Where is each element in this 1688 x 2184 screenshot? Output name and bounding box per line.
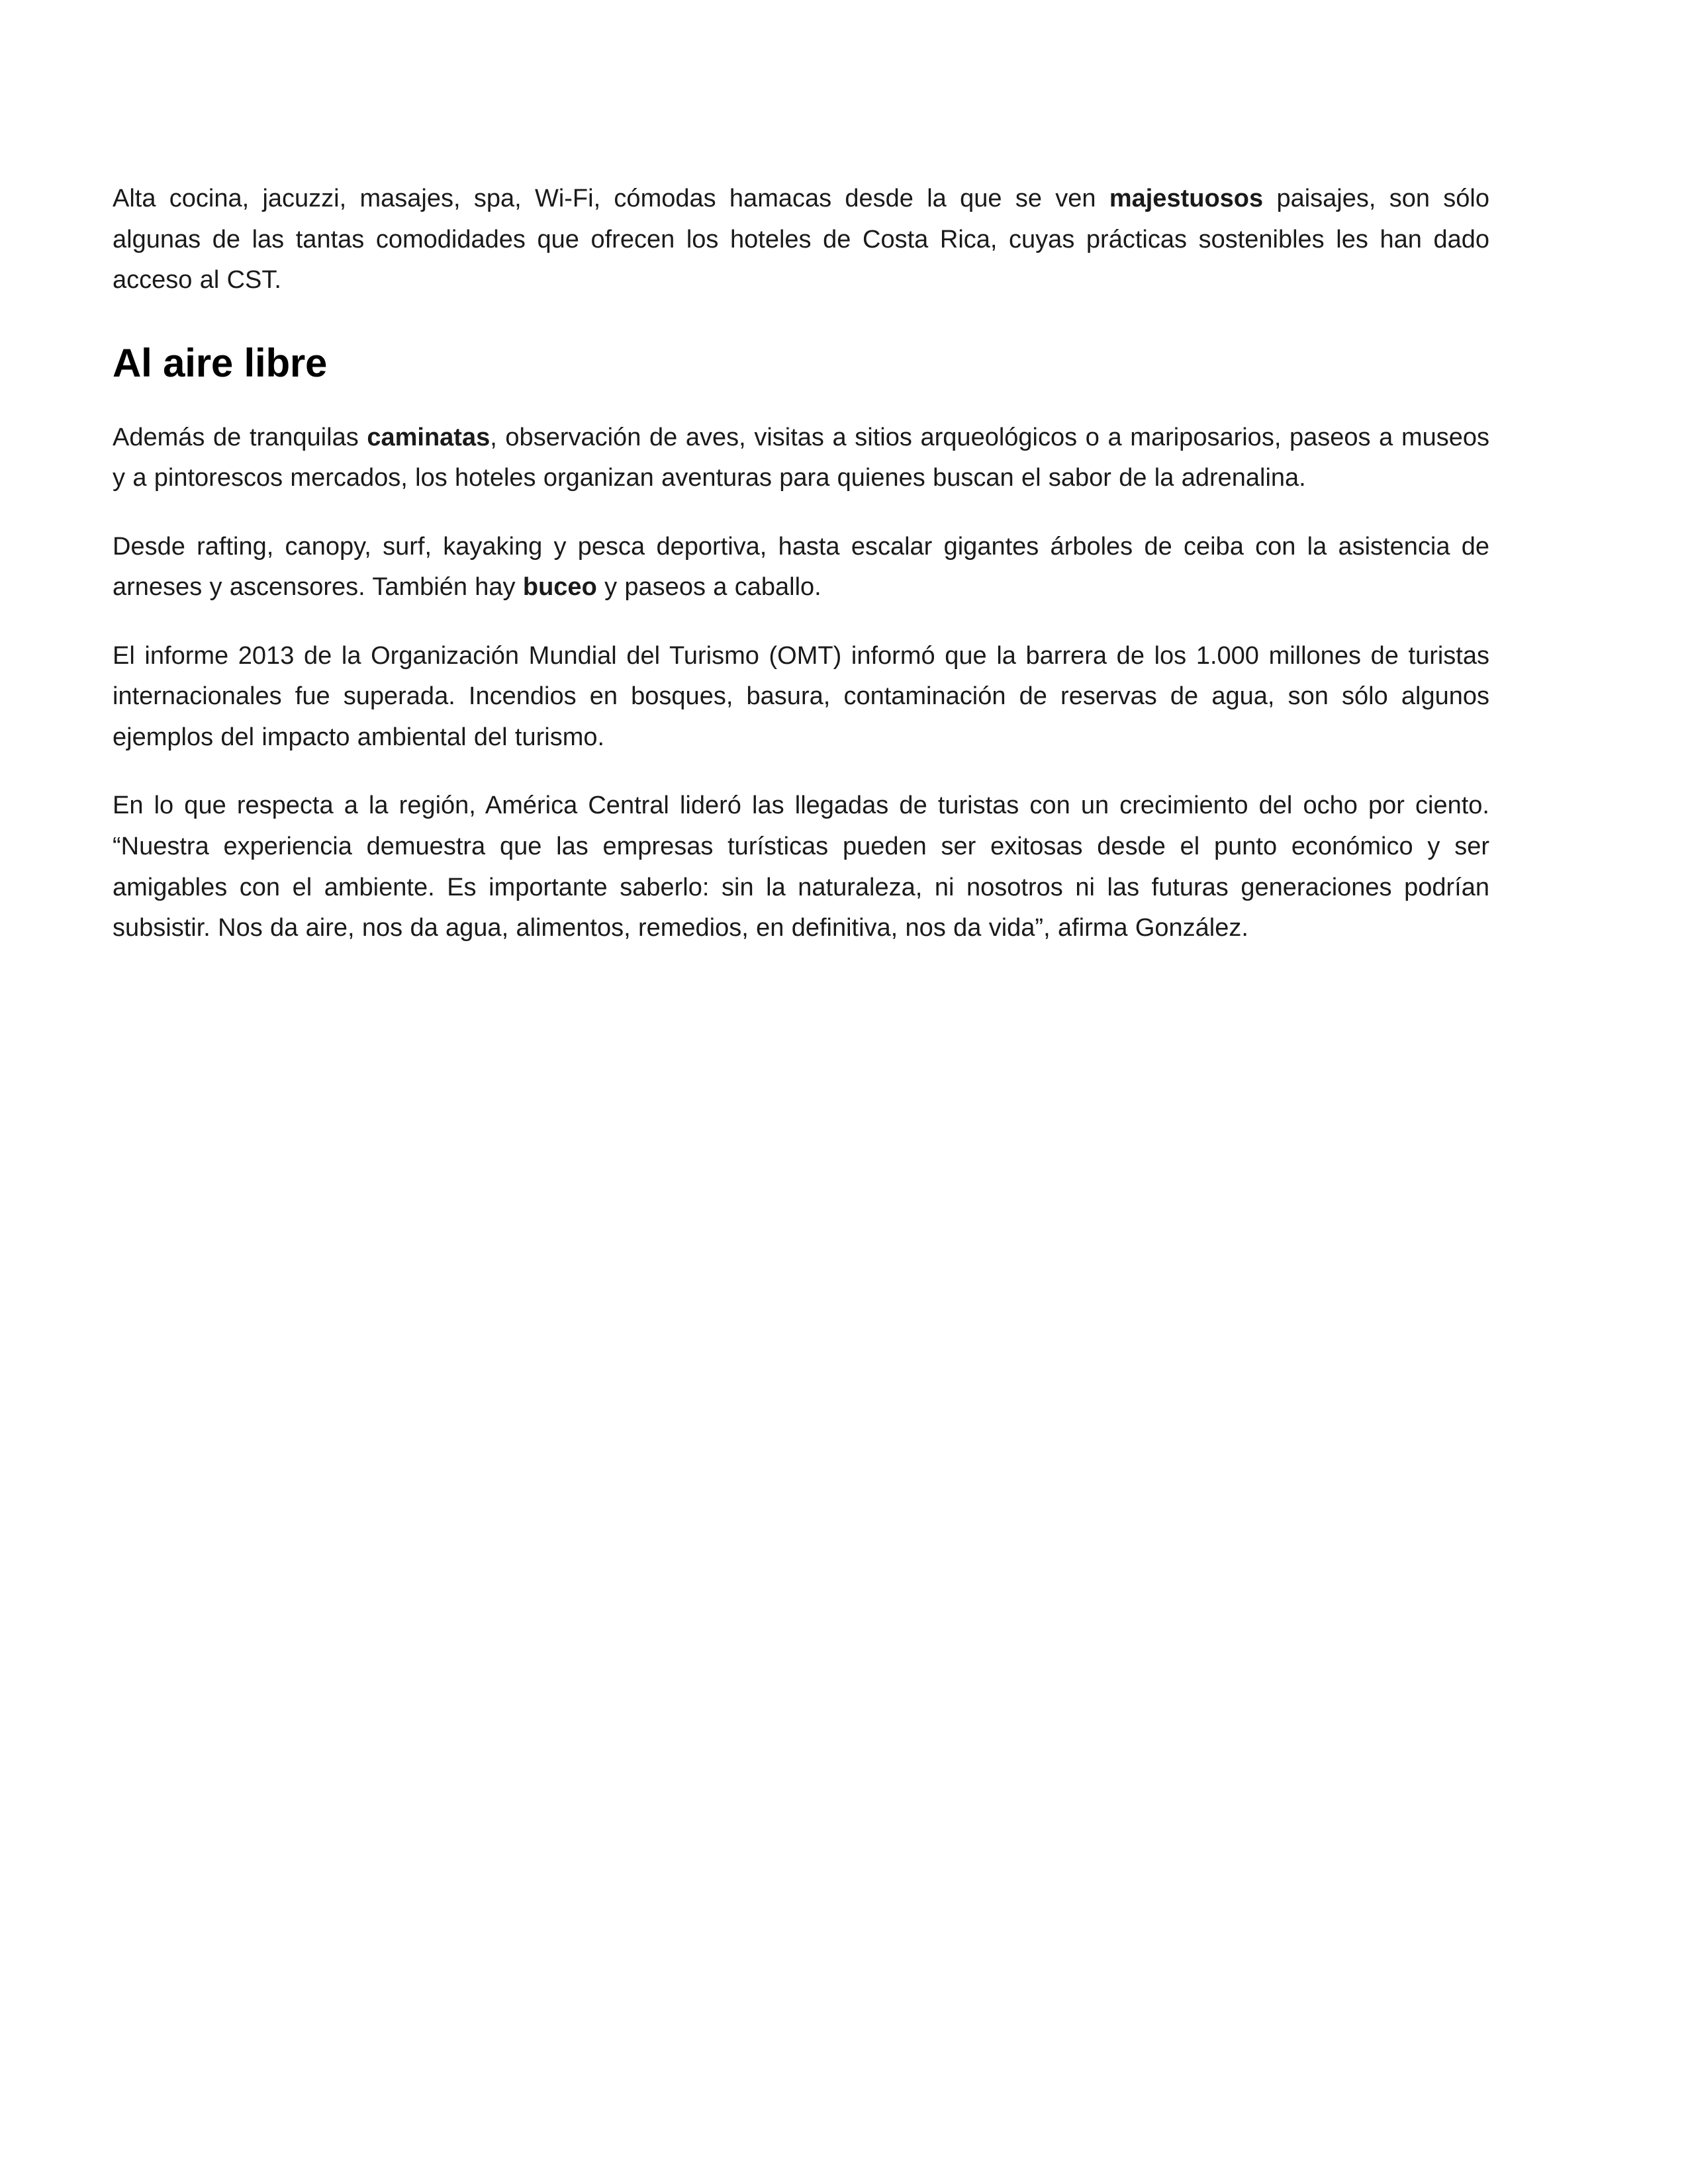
body-text: Alta cocina, jacuzzi, masajes, spa, Wi-Fi, cómodas hamacas desde la que se ven [113, 185, 1109, 212]
emphasis-text: majestuosos [1109, 185, 1264, 212]
paragraph-aventuras [113, 527, 1489, 608]
body-text: Desde rafting, canopy, surf, kayaking y pesca deportiva, hasta escalar gigantes árboles de ceiba con la asistencia de arneses y ascensores. También hay [113, 532, 1489, 602]
section-heading: Al aire libre [113, 340, 328, 385]
body-text: El informe 2013 de la Organización Mundial del Turismo (OMT) informó que la barrera de los 1.000 millones de turistas internacionales fue superada. Incendios en bosques, basura, contaminación de reservas de agua, son sólo algunos ejemplos del impacto ambiental del turismo. [113, 641, 1489, 751]
document-body [113, 179, 1489, 949]
paragraph-actividades [113, 418, 1489, 499]
body-text: , observación de aves, visitas a sitios arqueológicos o a mariposarios, paseos a museos y a pintorescos mercados, los hoteles organizan aventuras para quienes buscan el sabor de la adrenalina. [113, 423, 1490, 492]
body-text: paisajes, son sólo algunas de las tantas comodidades que ofrecen los hoteles de Costa Rica, cuyas prácticas sostenibles les han dado acceso al CST. [113, 185, 1489, 295]
emphasis-text: caminatas [367, 423, 491, 451]
paragraph-intro [113, 179, 1489, 301]
paragraph-cita-gonzalez [113, 786, 1489, 948]
body-text: Además de tranquilas [113, 423, 367, 451]
body-text: y paseos a caballo. [596, 573, 821, 602]
body-text: En lo que respecta a la región, América Central lideró las llegadas de turistas con un crecimiento del ocho por ciento. “Nuestra experiencia demuestra que las empresas turísticas pueden ser exitosas desde el punto económico y ser amigables con el ambiente. Es importante saberlo: sin la naturaleza, ni nosotros ni las futuras generaciones podrían subsistir. Nos da aire, nos da agua, alimentos, remedios, en definitiva, nos da vida”, afirma González. [113, 792, 1489, 942]
paragraph-informe-omt [113, 636, 1489, 758]
emphasis-text: buceo [522, 573, 597, 602]
